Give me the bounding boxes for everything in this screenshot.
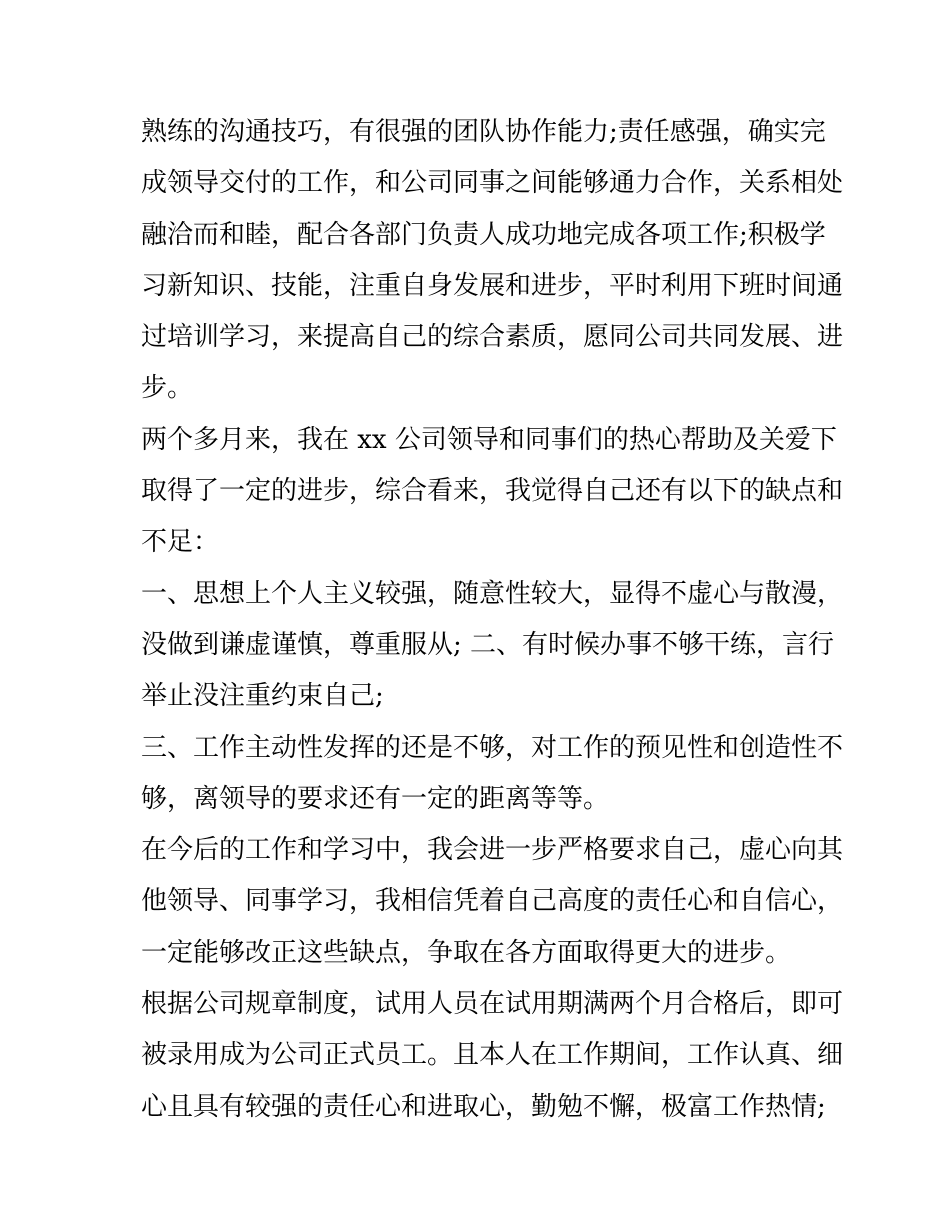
text-line: 举止没注重约束自己; (141, 681, 384, 712)
text-line: 不足： (141, 527, 220, 558)
text-line: 一定能够改正这些缺点，争取在各方面取得更大的进步。 (141, 937, 792, 968)
text-line: 三、工作主动性发挥的还是不够，对工作的预见性和创造性不 (141, 732, 844, 763)
text-line: 一、思想上个人主义较强，随意性较大，显得不虚心与散漫， (141, 578, 844, 609)
text-line: 取得了一定的进步，综合看来，我觉得自己还有以下的缺点和 (141, 476, 844, 507)
text-line: 步。 (141, 373, 194, 404)
text-line: 两个多月来，我在 xx 公司领导和同事们的热心帮助及关爱下 (141, 424, 837, 455)
text-line: 习新知识、技能，注重自身发展和进步，平时利用下班时间通 (141, 270, 844, 301)
text-line: 够，离领导的要求还有一定的距离等等。 (141, 783, 610, 814)
document-body (141, 107, 844, 1133)
text-line: 成领导交付的工作，和公司同事之间能够通力合作，关系相处 (141, 168, 844, 199)
text-line: 没做到谦虚谨慎，尊重服从; 二、有时候办事不够干练，言行 (141, 629, 835, 660)
text-line: 过培训学习，来提高自己的综合素质，愿同公司共同发展、进 (141, 322, 844, 353)
text-line: 被录用成为公司正式员工。且本人在工作期间，工作认真、细 (141, 1040, 844, 1071)
text-line: 融洽而和睦，配合各部门负责人成功地完成各项工作;积极学 (141, 219, 826, 250)
text-line: 心且具有较强的责任心和进取心，勤勉不懈，极富工作热情; (141, 1091, 826, 1122)
text-line: 根据公司规章制度，试用人员在试用期满两个月合格后，即可 (141, 989, 844, 1020)
text-line: 他领导、同事学习，我相信凭着自己高度的责任心和自信心， (141, 886, 844, 917)
text-line: 熟练的沟通技巧，有很强的团队协作能力;责任感强，确实完 (141, 117, 826, 147)
text-line: 在今后的工作和学习中，我会进一步严格要求自己，虚心向其 (141, 835, 844, 866)
